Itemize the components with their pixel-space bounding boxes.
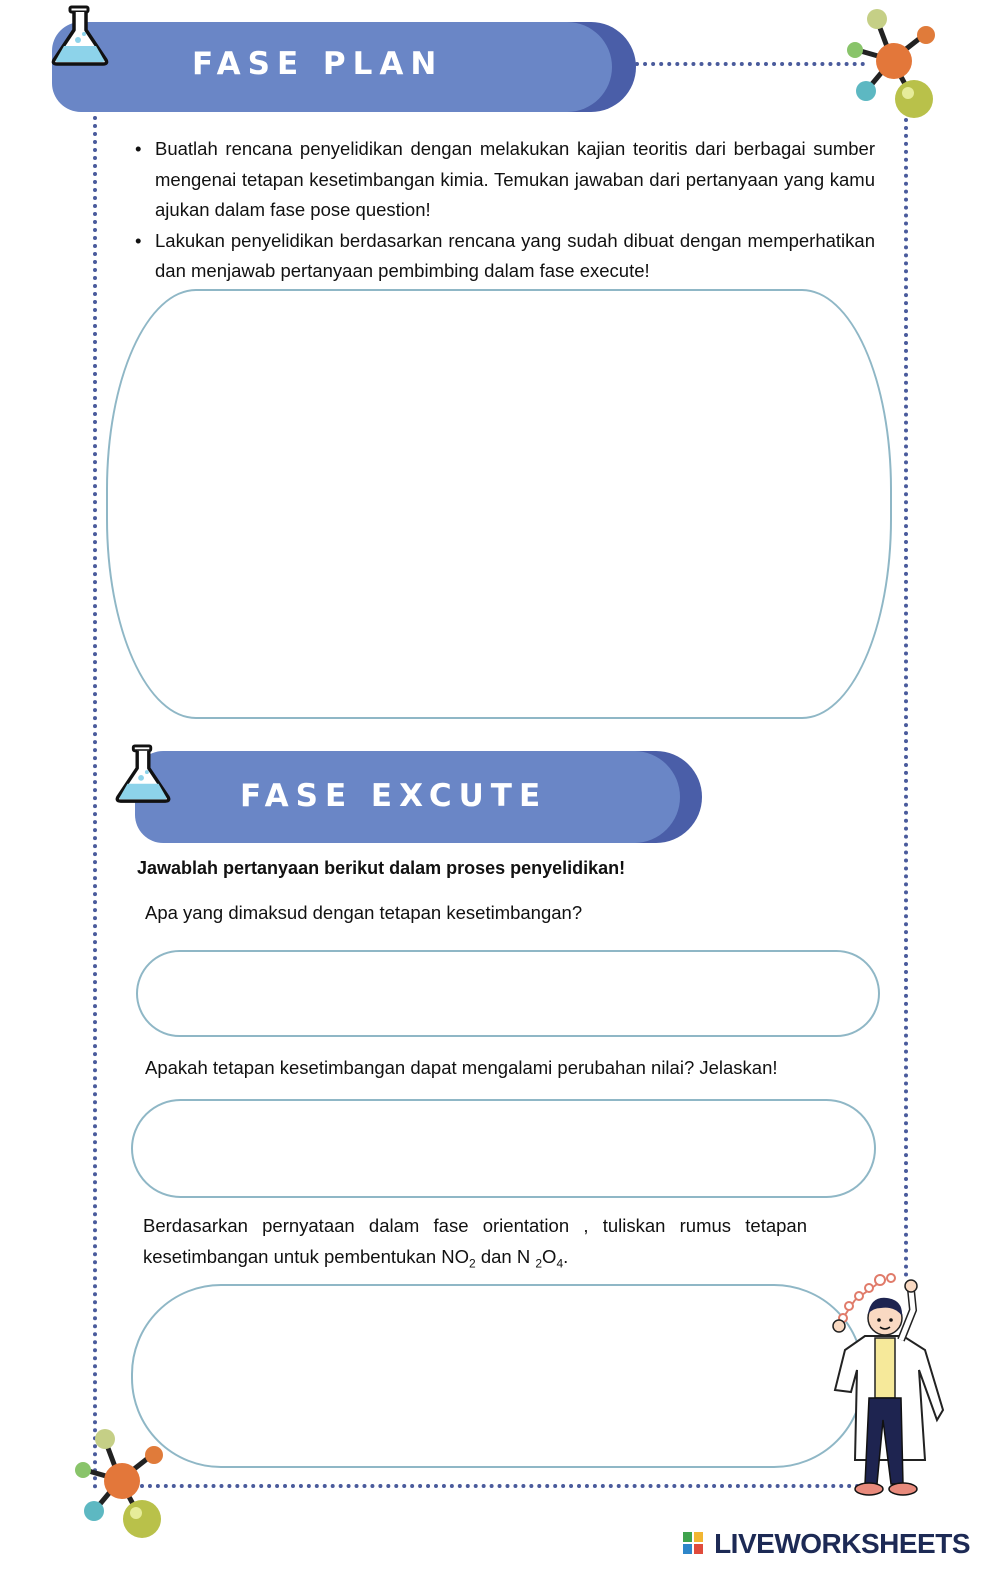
plan-instructions — [135, 134, 875, 287]
execute-instruction: Jawablah pertanyaan berikut dalam proses penyelidikan! — [137, 858, 626, 878]
answer-box-3[interactable] — [131, 1284, 864, 1468]
question-3-end: . — [563, 1246, 569, 1267]
flask-icon — [112, 742, 174, 806]
plan-bullet-2: • Lakukan penyelidikan berdasarkan rencana yang sudah dibuat dengan memperhatikan dan menjawab pertanyaan pembimbing dalam fase execute! — [135, 226, 875, 287]
liveworksheets-logo-icon — [683, 1532, 703, 1554]
question-1: Apa yang dimaksud dengan tetapan kesetimbangan? — [145, 902, 583, 923]
molecule-icon — [70, 1425, 170, 1543]
frame-left-border — [93, 100, 97, 1490]
question-3-text: Berdasarkan pernyataan dalam fase orientation , tuliskan rumus tetapan kesetimbangan untuk pembentukan NO — [143, 1215, 807, 1267]
plan-bullet-1: • Buatlah rencana penyelidikan dengan melakukan kajian teoritis dari berbagai sumber mengenai tetapan kesetimbangan kimia. Temukan jawaban dari pertanyaan yang kamu ajukan dalam fase pose question! — [135, 134, 875, 226]
subscript: 2 — [535, 1256, 543, 1271]
execute-banner — [135, 751, 680, 843]
subscript: 4 — [556, 1256, 564, 1271]
plan-answer-box[interactable] — [106, 289, 892, 719]
plan-banner — [52, 22, 612, 112]
question-3-mid: dan N — [475, 1246, 536, 1267]
execute-title: FASE EXCUTE — [240, 778, 548, 814]
scientist-illustration — [825, 1270, 945, 1502]
molecule-icon — [842, 5, 942, 123]
frame-bottom-border — [140, 1484, 860, 1488]
answer-box-1[interactable] — [136, 950, 880, 1037]
question-3 — [143, 1210, 807, 1280]
flask-icon — [48, 4, 112, 68]
question-3-tail: O — [542, 1246, 557, 1267]
answer-box-2[interactable] — [131, 1099, 876, 1198]
liveworksheets-brand: LIVEWORKSHEETS — [714, 1528, 970, 1559]
question-2: Apakah tetapan kesetimbangan dapat mengalami perubahan nilai? Jelaskan! — [145, 1057, 778, 1078]
frame-right-border — [904, 118, 908, 1278]
subscript: 2 — [469, 1256, 476, 1271]
frame-top-border — [635, 62, 865, 66]
plan-title: FASE PLAN — [192, 46, 444, 82]
